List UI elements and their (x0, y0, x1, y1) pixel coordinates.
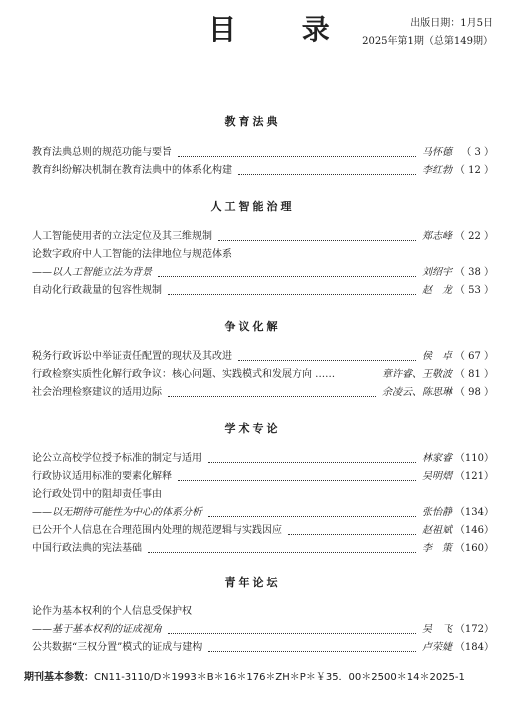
entry-page: （160） (454, 543, 494, 554)
dot-leader (158, 276, 416, 277)
toc-entry[interactable] (32, 505, 494, 521)
entry-page: （ 22 ） (454, 231, 494, 242)
dot-leader (148, 552, 416, 553)
dot-leader (178, 480, 416, 481)
dot-leader (238, 360, 416, 361)
journal-parameters-value: CN11-3110/D＊1993＊B＊16＊176＊ZH＊P＊￥35．00＊2500＊14＊2025-1 (94, 672, 465, 683)
toc-entry[interactable] (32, 523, 494, 539)
journal-parameters (24, 668, 465, 683)
section-title: 青年论坛 (224, 576, 281, 589)
entry-author: 吴明熠 (422, 471, 452, 482)
toc-entry[interactable] (32, 487, 494, 503)
entry-author: 余凌云、陈思琳 (382, 387, 452, 398)
entry-title: ——以无期待可能性为中心的体系分析 (32, 507, 202, 518)
dot-leader (178, 156, 416, 157)
entry-page: （146） (454, 525, 494, 536)
page-title: 目 录 (208, 13, 358, 46)
issue-number: 2025年第1期（总第149期） (362, 36, 493, 47)
entry-page: （ 53 ） (454, 285, 494, 296)
entry-page: （ 81 ） (454, 369, 494, 380)
toc-entry[interactable] (32, 451, 494, 467)
entry-page: （ 67 ） (454, 351, 494, 362)
toc-entry[interactable] (32, 541, 494, 557)
entry-page: （ 12 ） (454, 165, 494, 176)
entry-author: 李 策 (422, 543, 452, 554)
entry-page: （172） (454, 624, 494, 635)
entry-page: （110） (454, 453, 494, 464)
entry-title: 教育纠纷解决机制在教育法典中的体系化构建 (32, 165, 232, 176)
section-title: 争议化解 (224, 320, 281, 333)
toc-entry[interactable] (32, 145, 494, 161)
entry-author: 林家睿 (422, 453, 452, 464)
entry-title: 已公开个人信息在合理范围内处理的规范逻辑与实践因应 (32, 525, 282, 536)
page-header (0, 0, 505, 60)
dot-leader (208, 516, 416, 517)
entry-title: 行政协议适用标准的要素化解释 (32, 471, 172, 482)
entry-title: 论数字政府中人工智能的法律地位与规范体系 (32, 249, 232, 260)
entry-author: 马怀德 (422, 147, 452, 158)
entry-title: 公共数据“三权分置”模式的证成与建构 (32, 642, 203, 653)
dot-leader (208, 462, 416, 463)
dot-leader (288, 534, 416, 535)
entry-title: ——以人工智能立法为背景 (32, 267, 152, 278)
toc-entry[interactable] (32, 163, 494, 179)
entry-title: 行政检察实质性化解行政争议：核心问题、实践模式和发展方向 …… (32, 369, 336, 380)
entry-title: 教育法典总则的规范功能与要旨 (32, 147, 172, 158)
toc-entry[interactable] (32, 229, 494, 245)
entry-title: 论公立高校学位授予标准的制定与适用 (32, 453, 202, 464)
dot-leader (218, 240, 416, 241)
section-title: 学术专论 (224, 422, 281, 435)
entry-page: （ 98 ） (454, 387, 494, 398)
publish-date: 出版日期：1月5日 (410, 18, 493, 29)
entry-title: 中国行政法典的宪法基础 (32, 543, 142, 554)
toc-entry[interactable] (32, 367, 494, 383)
toc-entry[interactable] (32, 265, 494, 281)
toc-entry[interactable] (32, 640, 494, 656)
entry-page: （121） (454, 471, 494, 482)
entry-author: 侯 卓 (422, 351, 452, 362)
entry-title: 社会治理检察建议的适用边际 (32, 387, 162, 398)
dot-leader (238, 174, 416, 175)
toc-entry[interactable] (32, 469, 494, 485)
dot-leader (168, 633, 416, 634)
dot-leader (168, 294, 416, 295)
toc-entry[interactable] (32, 622, 494, 638)
entry-author: 刘绍宇 (422, 267, 452, 278)
entry-title: 论作为基本权利的个人信息受保护权 (32, 606, 192, 617)
entry-author: 卢荣婕 (422, 642, 452, 653)
entry-author: 章许睿、王敬波 (382, 369, 452, 380)
entry-page: （184） (454, 642, 494, 653)
entry-author: 赵 龙 (422, 285, 452, 296)
entry-title: ——基于基本权利的证成视角 (32, 624, 162, 635)
toc-entry[interactable] (32, 604, 494, 620)
dot-leader (168, 396, 376, 397)
journal-parameters-label: 期刊基本参数： (24, 672, 94, 683)
entry-author: 张怡静 (422, 507, 452, 518)
entry-page: （ 38 ） (454, 267, 494, 278)
dot-leader (208, 651, 416, 652)
section-title: 教育法典 (224, 115, 281, 128)
entry-title: 税务行政诉讼中举证责任配置的现状及其改进 (32, 351, 232, 362)
entry-author: 赵祖斌 (422, 525, 452, 536)
entry-page: （134） (454, 507, 494, 518)
entry-title: 人工智能使用者的立法定位及其三维规制 (32, 231, 212, 242)
entry-author: 吴 飞 (422, 624, 452, 635)
toc-entry[interactable] (32, 247, 494, 263)
entry-author: 郑志峰 (422, 231, 452, 242)
toc-entry[interactable] (32, 283, 494, 299)
entry-title: 论行政处罚中的阻却责任事由 (32, 489, 162, 500)
entry-title: 自动化行政裁量的包容性规制 (32, 285, 162, 296)
section-title: 人工智能治理 (210, 200, 295, 213)
entry-page: （ 3 ） (461, 147, 494, 158)
toc-entry[interactable] (32, 385, 494, 401)
entry-author: 李红勃 (422, 165, 452, 176)
toc-entry[interactable] (32, 349, 494, 365)
